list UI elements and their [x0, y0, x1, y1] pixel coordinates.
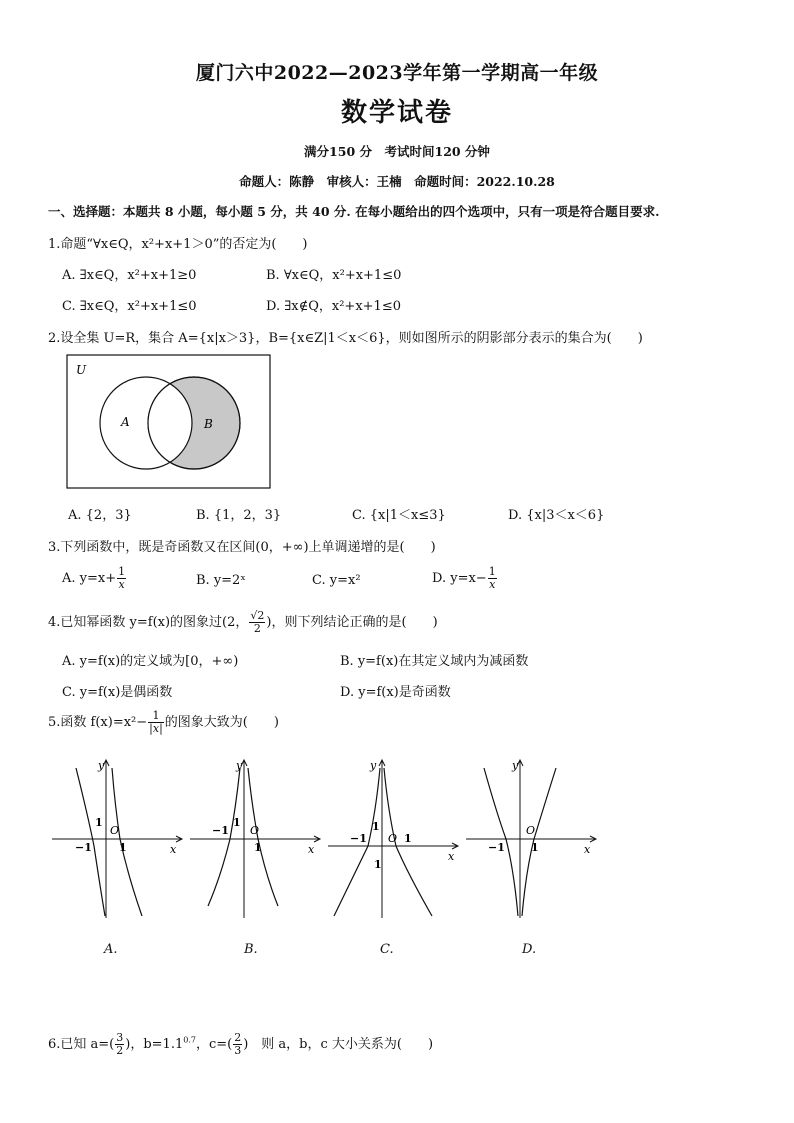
- question-3-option-c: C. y=x²: [312, 573, 361, 588]
- graph-d-label: D.: [522, 942, 537, 957]
- question-4-option-a: A. y=f(x)的定义域为[0，+∞): [62, 654, 239, 669]
- svg-text:y: y: [512, 759, 519, 772]
- question-2-option-d: D. {x|3＜x＜6}: [508, 508, 605, 523]
- svg-text:1: 1: [119, 841, 127, 854]
- question-3-stem: 3.下列函数中，既是奇函数又在区间(0，+∞)上单调递增的是( ): [48, 540, 436, 555]
- exam-authors: 命题人：陈静 审核人：王楠 命题时间：2022.10.28: [239, 174, 555, 189]
- svg-text:1: 1: [233, 816, 241, 829]
- svg-text:x: x: [308, 843, 315, 856]
- question-6-stem: 6.已知 a=( $\frac{3}{2}$ )，$b=1.1^{0.7}$，c=( $\frac{2}{3}$ ) 则 a，b，c 大小关系为( ): [48, 1031, 434, 1057]
- question-3-option-a: A. y=x+ $\frac{1}{x}$: [62, 565, 126, 591]
- question-2-option-a: A. {2，3}: [68, 508, 132, 523]
- graph-c-label: C.: [380, 942, 394, 957]
- venn-label-a: A: [121, 415, 130, 429]
- svg-text:x: x: [448, 850, 455, 863]
- question-1-option-d: D. ∃x∉Q，x²+x+1≤0: [266, 299, 401, 314]
- question-1-stem: 1.命题“∀x∈Q，x²+x+1＞0”的否定为( ): [48, 237, 308, 252]
- svg-text:1: 1: [374, 858, 382, 871]
- venn-label-b: B: [204, 417, 213, 431]
- svg-text:−1: −1: [212, 824, 229, 837]
- svg-text:x: x: [584, 843, 591, 856]
- graph-b-label: B.: [244, 942, 258, 957]
- svg-text:O: O: [250, 824, 260, 837]
- section-heading: 一、选择题：本题共 8 小题，每小题 5 分，共 40 分. 在每小题给出的四个选项中，只有一项是符合题目要求.: [48, 204, 660, 219]
- question-3-option-d: D. y=x− $\frac{1}{x}$: [432, 565, 496, 591]
- graph-d: [462, 756, 600, 922]
- svg-text:O: O: [110, 824, 120, 837]
- question-2-option-c: C. {x|1＜x≤3}: [352, 508, 446, 523]
- graph-a-label: A.: [104, 942, 118, 957]
- svg-text:1: 1: [531, 841, 539, 854]
- svg-text:O: O: [388, 832, 398, 845]
- svg-text:y: y: [236, 759, 243, 772]
- question-3-option-b: B. y=2ˣ: [196, 573, 246, 588]
- svg-text:−1: −1: [75, 841, 92, 854]
- question-2-stem: 2.设全集 U=R，集合 A={x|x＞3}，B={x∈Z|1＜x＜6}，则如图所示的阴影部分表示的集合为( ): [48, 331, 643, 346]
- graph-b: [186, 756, 324, 922]
- question-1-option-b: B. ∀x∈Q，x²+x+1≤0: [266, 268, 402, 283]
- svg-text:x: x: [170, 843, 177, 856]
- venn-label-u: U: [76, 363, 87, 377]
- svg-text:1: 1: [254, 841, 262, 854]
- question-4-stem: 4.已知幂函数 y=f(x)的图象过(2， $\frac{√2}{2}$ )，则下列结论正确的是( ): [48, 609, 438, 635]
- venn-diagram: [66, 354, 272, 490]
- question-1-option-a: A. ∃x∈Q，x²+x+1≥0: [62, 268, 197, 283]
- svg-text:O: O: [526, 824, 536, 837]
- exam-subject: 数学试卷: [340, 98, 453, 128]
- question-2-option-b: B. {1，2，3}: [196, 508, 282, 523]
- graph-c: [324, 756, 462, 922]
- svg-text:1: 1: [404, 832, 412, 845]
- svg-text:1: 1: [372, 820, 380, 833]
- svg-text:−1: −1: [350, 832, 367, 845]
- question-4-option-b: B. y=f(x)在其定义域内为减函数: [340, 654, 529, 669]
- svg-text:1: 1: [95, 816, 103, 829]
- question-5-stem: 5.函数 f(x)=x²− $\frac{1}{|x|}$ 的图象大致为( ): [48, 709, 279, 735]
- question-4-option-c: C. y=f(x)是偶函数: [62, 685, 173, 700]
- graph-a: [48, 756, 186, 922]
- exam-title: 厦门六中2022—2023学年第一学期高一年级: [195, 62, 599, 84]
- question-1-option-c: C. ∃x∈Q，x²+x+1≤0: [62, 299, 197, 314]
- svg-text:−1: −1: [488, 841, 505, 854]
- exam-score-time: 满分150 分 考试时间120 分钟: [304, 144, 490, 159]
- svg-text:y: y: [370, 759, 377, 772]
- question-4-option-d: D. y=f(x)是奇函数: [340, 685, 451, 700]
- svg-text:y: y: [98, 759, 105, 772]
